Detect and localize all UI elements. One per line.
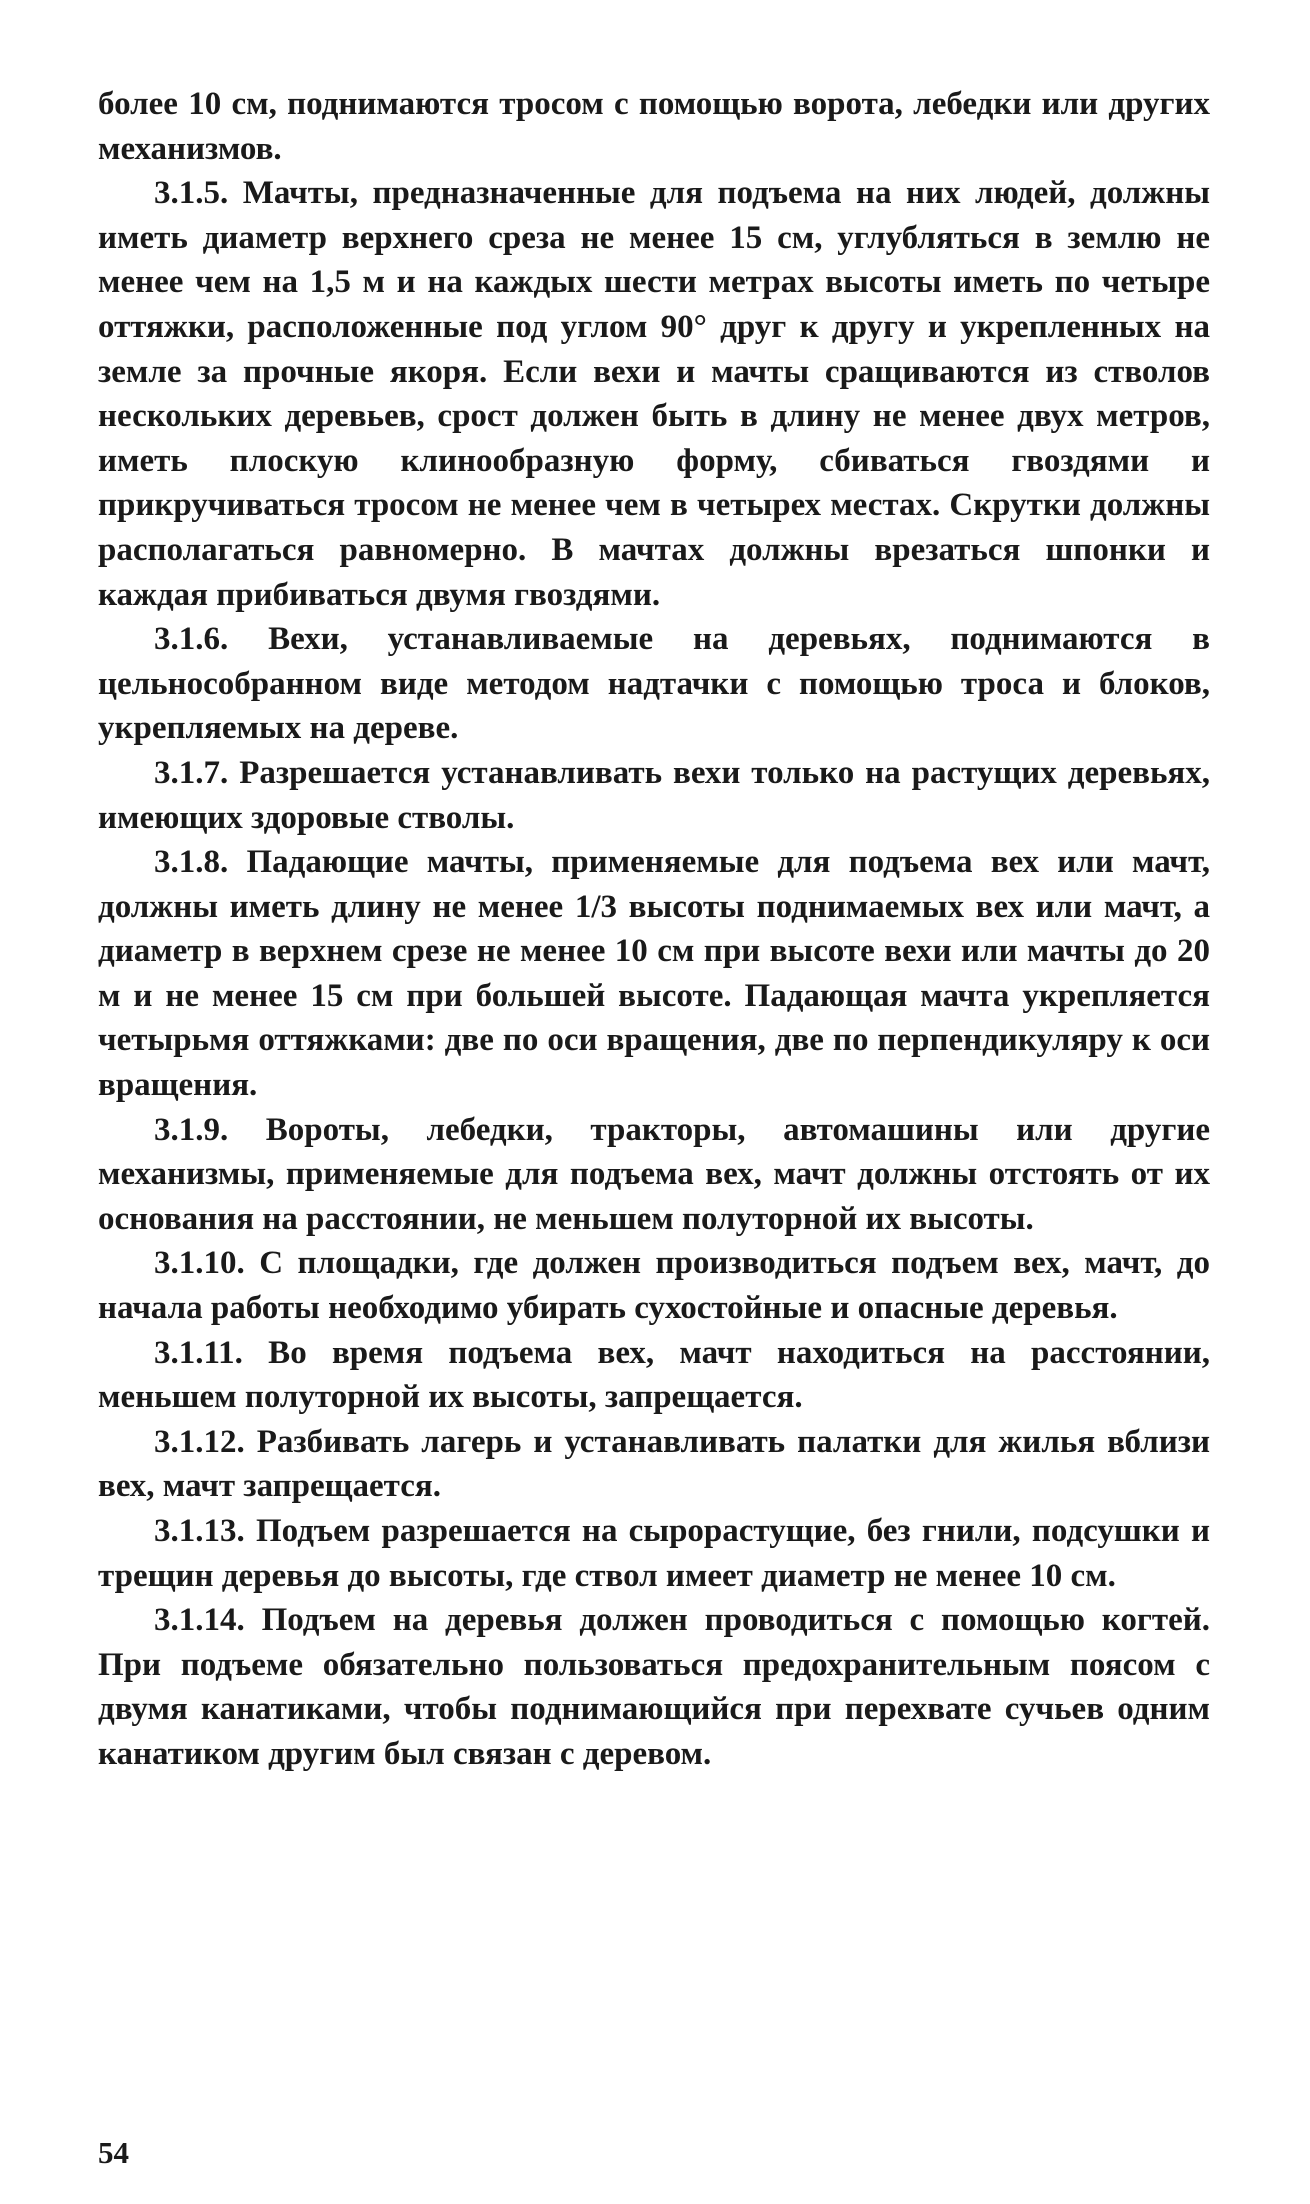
paragraph-3-1-10: 3.1.10. С площадки, где должен производиться подъем вех, мачт, до начала работы необходимо убирать сухостойные и опасные деревья. — [98, 1245, 1210, 1327]
paragraph-continuation: более 10 см, поднимаются тросом с помощью ворота, лебедки или других механизмов. — [98, 86, 1210, 167]
paragraph-3-1-8: 3.1.8. Падающие мачты, применяемые для подъема вех или мачт, должны иметь длину не менее 1/3 высоты поднимаемых вех или мачт, а диаметр в верхнем срезе не менее 10 см при высоте вехи или мачты до 20 м и не менее 15 см при большей высоте. Падающая мачта укрепляется четырьмя оттяжками: две по оси вращения, две по перпендикуляру к оси вращения. — [98, 844, 1210, 1104]
paragraph-3-1-6: 3.1.6. Вехи, устанавливаемые на деревьях, поднимаются в цельнособранном виде методом надтачки с помощью троса и блоков, укрепляемых на дереве. — [98, 621, 1210, 747]
paragraph-3-1-5: 3.1.5. Мачты, предназначенные для подъема на них людей, должны иметь диаметр верхнего среза не менее 15 см, углубляться в землю не менее чем на 1,5 м и на каждых шести метрах высоты иметь по четыре оттяжки, расположенные под углом 90° друг к другу и укрепленных на земле за прочные якоря. Если вехи и мачты сращиваются из стволов нескольких деревьев, срост должен быть в длину не менее двух метров, иметь плоскую клинообразную форму, сбиваться гвоздями и прикручиваться тросом не менее чем в четырех местах. Скрутки должны располагаться равномерно. В мачтах должны врезаться шпонки и каждая прибиваться двумя гвоздями. — [98, 175, 1210, 613]
paragraph-3-1-12: 3.1.12. Разбивать лагерь и устанавливать палатки для жилья вблизи вех, мачт запрещается. — [98, 1423, 1210, 1505]
paragraph-3-1-13: 3.1.13. Подъем разрешается на сырорастущие, без гнили, подсушки и трещин деревья до высоты, где ствол имеет диаметр не менее 10 см. — [98, 1513, 1210, 1594]
paragraph-3-1-11: 3.1.11. Во время подъема вех, мачт находиться на расстоянии, меньшем полуторной их высоты, запрещается. — [98, 1334, 1210, 1416]
page-number: 54 — [98, 2135, 129, 2170]
body-text — [98, 82, 1210, 1777]
paragraph-3-1-9: 3.1.9. Вороты, лебедки, тракторы, автомашины или другие механизмы, применяемые для подъема вех, мачт должны отстоять от их основания на расстоянии, не меньшем полуторной их высоты. — [98, 1111, 1210, 1237]
paragraph-3-1-7: 3.1.7. Разрешается устанавливать вехи только на растущих деревьях, имеющих здоровые стволы. — [98, 754, 1210, 836]
paragraph-3-1-14: 3.1.14. Подъем на деревья должен проводиться с помощью когтей. При подъеме обязательно пользоваться предохранительным поясом с двумя канатиками, чтобы поднимающийся при перехвате сучьев одним канатиком другим был связан с деревом. — [98, 1602, 1210, 1772]
